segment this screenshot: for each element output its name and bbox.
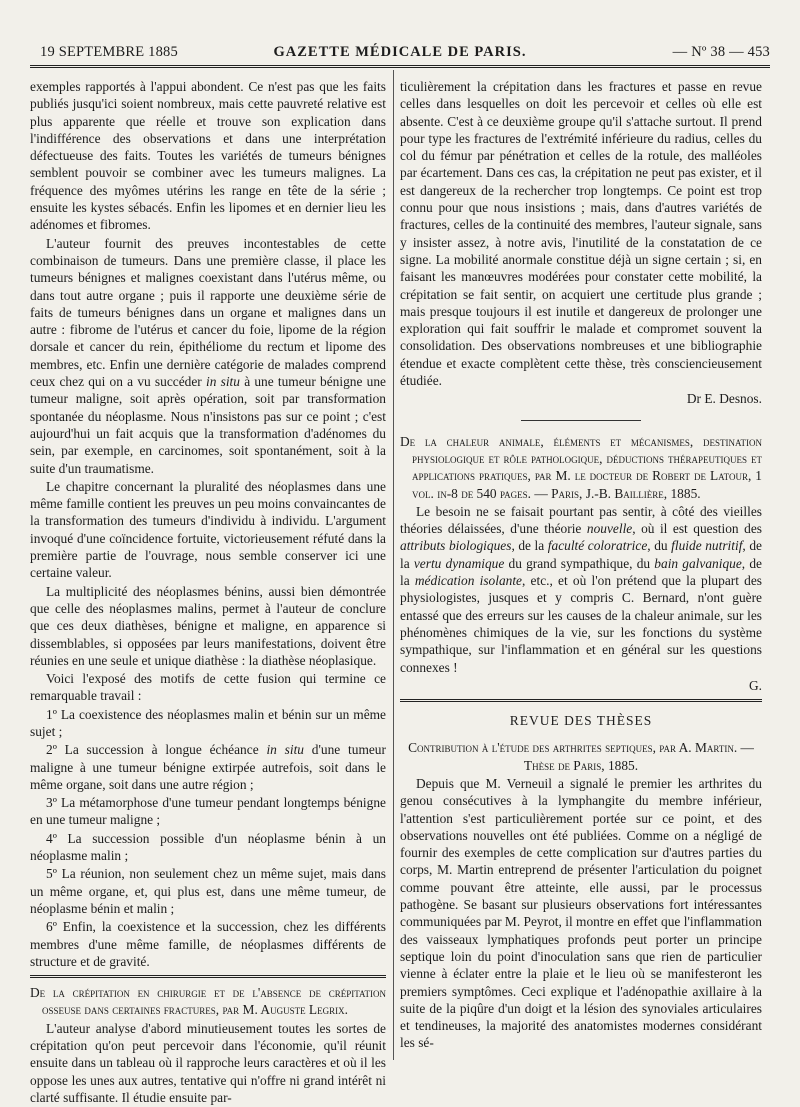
page-header bbox=[30, 44, 770, 64]
list-item: 1º La coexistence des néoplasmes malin et bénin sur un même sujet ; bbox=[30, 706, 386, 739]
paragraph: L'auteur fournit des preuves incontestables de cette combinaison de tumeurs. Dans une première classe, il place les tumeurs bénignes et malignes coexistant dans l'utérus même, ou dans tout autre organe ; puis il rapporte une deuxième série de faits de tumeurs bénignes dans un organe et malignes dans un autre : fibrome de l'utérus et cancer du foie, lipome de la région dorsale et cancer du rein, épithéliome du rectum et lipome des membres, etc. Enfin une dernière catégorie de malades comprend ceux chez qui on a vu succéder in situ à une tumeur bénigne une tumeur maligne, soit après opération, soit par transformation spontanée du néoplasme. Nous n'insistons pas sur ce point ; c'est aujourd'hui un fait acquis que la transformation d'adénomes du sein, par exemple, en carcinomes, soit spontanément, soit à la suite d'un traumatisme. bbox=[30, 235, 386, 476]
section-rule bbox=[400, 699, 762, 702]
separator-rule bbox=[521, 420, 641, 421]
thesis-title: Contribution à l'étude des arthrites septiques, par A. Martin. — Thèse de Paris, 1885. bbox=[408, 740, 754, 773]
author-signature: Dr E. Desnos. bbox=[686, 391, 762, 407]
section-heading: REVUE DES THÈSES bbox=[509, 713, 653, 729]
paragraph: Le besoin ne se faisait pourtant pas sentir, à côté des vieilles théories délaissées, d'une théorie nouvelle, où il est question des attributs biologiques, de la faculté coloratrice, du fluide nutritif, de la vertu dynamique du grand sympathique, du bain galvanique, de la médication isolante, etc., et où l'on prétend que la plupart des physiologistes, jusques et y compris C. Bernard, n'ont guère entassé que des erreurs sur les causes de la chaleur animale, sur les phénomènes chimiques de la vie, sur les fonctions du système sympathique, sur l'inflammation et en général sur les questions connexes ! bbox=[400, 503, 762, 675]
article-title: De la chaleur animale, éléments et mécanismes, destination physiologique et rôle pathologique, déductions thérapeutiques et applications pratiques, par M. le docteur de Robert de Latour, 1 vol. in-8 de 540 pages. — Paris, J.-B. Baillière, 1885. bbox=[400, 433, 762, 501]
paragraph: L'auteur analyse d'abord minutieusement toutes les sortes de crépitation qu'on peut percevoir dans l'économie, qu'il réunit ensuite dans un tableau où il rapproche leurs caractères et où il les oppose les unes aux autres, tentative qui n'offre ni grand intérêt ni clarté suffisante. Il étudie ensuite par- bbox=[30, 1020, 386, 1105]
list-item: 3º La métamorphose d'une tumeur pendant longtemps bénigne en une tumeur maligne ; bbox=[30, 795, 386, 828]
column-divider bbox=[393, 70, 394, 1060]
article-title: De la crépitation en chirurgie et de l'absence de crépitation osseuse dans certaines fractures, par M. Auguste Legrix. bbox=[30, 985, 386, 1018]
author-signature: G. bbox=[748, 677, 762, 693]
section-rule bbox=[30, 975, 386, 978]
issue-date: 19 SEPTEMBRE 1885 bbox=[40, 44, 178, 60]
paragraph: ticulièrement la crépitation dans les fractures et passe en revue celles dans lesquelles on doit les percevoir et celles où elle est absente. C'est à ce deuxième groupe qu'il s'attache surtout. Il prend pour type les fractures de l'extrémité inférieure du radius, celles du col du fémur par pénétration et celles de la rotule, des malléoles par écartement. Dans ces cas, la crépitation ne peut pas exister, et il est dangereux de la rechercher trop longtemps. Ce point est trop connu pour que nous insistions ; mais, dans d'autres variétés de fractures, celles de la continuité des membres, l'auteur signale, sans y insister assez, à notre avis, l'inutilité de la constatation de ce signe. La mobilité anormale constitue déjà un signe certain ; si, en faisant les manœuvres modérées pour constater cette mobilité, la crépitation se fait sentir, on acquiert une certitude plus grande ; mais presque toujours il est inutile et dangereux de prolonger une exploration qui fait souffrir le malade et compromet souvent la consolidation. Des observations nombreuses et une bibliographie étendue et exacte complètent cette thèse, très consciencieusement étudiée. bbox=[400, 79, 762, 389]
left-column bbox=[30, 78, 386, 1107]
list-item: 4º La succession possible d'un néoplasme bénin à un néoplasme malin ; bbox=[30, 830, 386, 864]
paragraph: Le chapitre concernant la pluralité des néoplasmes dans une même famille contient les preuves un peu moins convaincantes de la transformation des tumeurs d'individu à individu. L'argument invoqué d'une coïncidence fortuite, victorieusement réfuté dans la première partie de l'ouvrage, nous semble conserver ici une certaine valeur. bbox=[30, 478, 386, 581]
paragraph: La multiplicité des néoplasmes bénins, aussi bien démontrée que celle des néoplasmes malins, permet à l'auteur de conclure que ces deux diathèses, bénigne et maligne, en apparence si dissemblables, si opposées par leurs manifestations, doivent être réunies en une seule et unique diathèse : la diathèse néoplasique. bbox=[30, 583, 386, 668]
list-item: 2º La succession à longue échéance in situ d'une tumeur maligne à une tumeur bénigne extirpée autrefois, soit dans le même organe, soit dans une autre région ; bbox=[30, 742, 386, 792]
header-rule bbox=[30, 65, 770, 68]
journal-title: GAZETTE MÉDICALE DE PARIS. bbox=[273, 44, 527, 60]
paragraph: Depuis que M. Verneuil a signalé le premier les arthrites du genou consécutives à la lymphangite du membre inférieur, l'attention s'est particulièrement portée sur ce point, et des observations nouvelles ont été publiées. Comme on a négligé de fournir des exemples de cette complication sur d'autres parties du corps, M. Martin entreprend de présenter l'articulation du poignet comme pouvant être atteinte, elle aussi, par le processus pathogène. Se basant sur plusieurs observations fort intéressantes communiquées par M. Peyrot, il montre en effet que l'inflammation des vaisseaux lymphatiques profonds peut porter un principe septique loin du point d'inoculation sans que rien de particulier vienne à éclater entre la plaie et le lieu où se manifesteront les premiers symptômes. Ceci explique et l'adénopathie axillaire à la suite de la piqûre d'un doigt et la lésion des synoviales articulaires et tendineuses, la majorité des anatomistes modernes considérant les sé- bbox=[400, 775, 762, 1051]
list-item: 6º Enfin, la coexistence et la succession, chez les différents membres d'une même famille, de néoplasmes différents de structure et de gravité. bbox=[30, 919, 386, 969]
paragraph: Voici l'exposé des motifs de cette fusion qui termine ce remarquable travail : bbox=[30, 671, 386, 704]
page-number: — Nº 38 — 453 bbox=[672, 44, 770, 60]
right-column bbox=[400, 78, 762, 1053]
list-item: 5º La réunion, non seulement chez un même sujet, mais dans un même organe, et, qui plus est, dans une même tumeur, de néoplasme bénin et malin ; bbox=[30, 866, 386, 916]
paragraph: exemples rapportés à l'appui abondent. Ce n'est pas que les faits publiés jusqu'ici soient nombreux, mais cette pauvreté relative est plus apparente que réelle et trouve son explication dans l'indifférence des observations et dans une interprétation défectueuse des faits. Toutes les variétés de tumeurs bénignes semblent pouvoir se combiner avec les tumeurs malignes. La fréquence des myômes utérins les range en tête de la série ; ensuite les kystes sébacés. Enfin les lipomes et en dernier lieu les adénomes et fibromes. bbox=[30, 79, 386, 233]
